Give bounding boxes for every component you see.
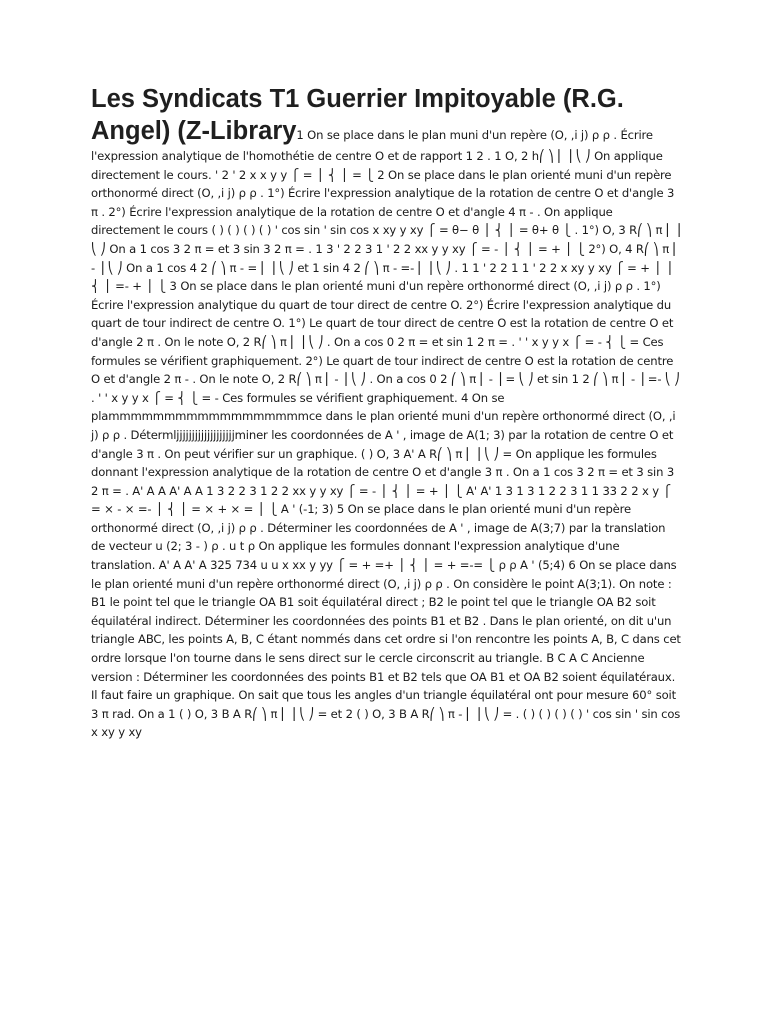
document-page — [91, 83, 681, 742]
document-content — [91, 83, 681, 742]
document-title: Les Syndicats T1 Guerrier Impitoyable (R.G. Angel) (Z-Library — [91, 85, 624, 145]
document-body: 1 On se place dans le plan muni d'un repère (O, ,i j) ρ ρ . Écrire l'expression analytique de l'homothétie de centre O et de rapport 1 2 . 1 O, 2 h⎛ ⎞ ⎜ ⎟ ⎝ ⎠ On applique directement le cours. ' 2 ' 2 x x y y ⎧ = ⎪ ⎨ ⎪ = ⎩ 2 On se place dans le plan orienté muni d'un repère orthonormé direct (O, ,i j) ρ ρ . 1°) Écrire l'expression analytique de la rotation de centre O et d'angle 3 π . 2°) Écrire l'expression analytique de la rotation de centre O et d'angle 4 π - . On applique directement le cours ( ) ( ) ( ) ( ) ' cos sin ' sin cos x xy y xy ⎧ = θ− θ ⎪ ⎨ ⎪ = θ+ θ ⎩ . 1°) O, 3 R⎛ ⎞ π ⎜ ⎟ ⎝ ⎠ On a 1 cos 3 2 π = et 3 sin 3 2 π = . 1 3 ' 2 2 3 1 ' 2 2 xx y y xy ⎧ = - ⎪ ⎨ ⎪ = + ⎪ ⎩ 2°) O, 4 R⎛ ⎞ π ⎜ - ⎟ ⎝ ⎠ On a 1 cos 4 2 ⎛ ⎞ π - = ⎜ ⎟ ⎝ ⎠ et 1 sin 4 2 ⎛ ⎞ π - =- ⎜ ⎟ ⎝ ⎠ . 1 1 ' 2 2 1 1 ' 2 2 x xy y xy ⎧ = + ⎪ ⎪ ⎨ ⎪ =- + ⎪ ⎩ 3 On se place dans le plan orienté muni d'un repère orthonormé direct (O, ,i j) ρ ρ . 1°) Écrire l'expression analytique du quart de tour direct de centre O. 2°) Écrire l'expression analytique du quart de tour indirect de centre O. 1°) Le quart de tour direct de centre O est la rotation de centre O et d'angle 2 π . On le note O, 2 R⎛ ⎞ π ⎜ ⎟ ⎝ ⎠ . On a cos 0 2 π = et sin 1 2 π = . ' ' x y y x ⎧ = - ⎨ ⎩ = Ces formules se vérifient graphiquement. 2°) Le quart de tour indirect de centre O est la rotation de centre O et d'angle 2 π - . On le note O, 2 R⎛ ⎞ π ⎜ - ⎟ ⎝ ⎠ . On a cos 0 2 ⎛ ⎞ π ⎜ - ⎟ = ⎝ ⎠ et sin 1 2 ⎛ ⎞ π ⎜ - ⎟ =- ⎝ ⎠ . ' ' x y y x ⎧ = ⎨ ⎩ = - Ces formules se vérifient graphiquement. 4 On se plammmmmmmmmmmmmmmmmmce dans le plan orienté muni d'un repère orthonormé direct (O, ,i j) ρ ρ . Détermljjjjjjjjjjjjjjjjjjjminer les coordonnées de A ' , image de A(1; 3) par la rotation de centre O et d'angle 3 π . On peut vérifier sur un graphique. ( ) O, 3 A' A R⎛ ⎞ π ⎜ ⎟ ⎝ ⎠ = On applique les formules donnant l'expression analytique de la rotation de centre O et d'angle 3 π . On a 1 cos 3 2 π = et 3 sin 3 2 π = . A' A A A' A A 1 3 2 2 3 1 2 2 xx y y xy ⎧ = - ⎪ ⎨ ⎪ = + ⎪ ⎩ A' A' 1 3 1 3 1 2 2 3 1 1 33 2 2 x y ⎧ = × - × =- ⎪ ⎨ ⎪ = × + × = ⎪ ⎩ A ' (-1; 3) 5 On se place dans le plan orienté muni d'un repère orthonormé direct (O, ,i j) ρ ρ . Déterminer les coordonnées de A ' , image de A(3;7) par la translation de vecteur u (2; 3 - ) ρ . u t ρ On applique les formules donnant l'expression analytique d'une translation. A' A A' A 325 734 u u x xx y yy ⎧ = + =+ ⎪ ⎨ ⎪ = + =-= ⎩ ρ ρ A ' (5;4) 6 On se place dans le plan orienté muni d'un repère orthonormé direct (O, ,i j) ρ ρ . On considère le point A(3;1). On note : B1 le point tel que le triangle OA B1 soit équilatéral direct ; B2 le point tel que le triangle OA B2 soit équilatéral indirect. Déterminer les coordonnées des points B1 et B2 . Dans le plan orienté, on dit u'un triangle ABC, les points A, B, C étant nommés dans cet ordre si l'on rencontre les points A, B, C dans cet ordre lorsque l'on tourne dans le sens direct sur le cercle circonscrit au triangle. B C A C Ancienne version : Déterminer les coordonnées des points B1 et B2 tels que OA B1 et OA B2 soient équilatéraux. Il faut faire un graphique. On sait que tous les angles d'un triangle équilatéral ont pour mesure 60° soit 3 π rad. On a 1 ( ) O, 3 B A R⎛ ⎞ π ⎜ ⎟ ⎝ ⎠ = et 2 ( ) O, 3 B A R⎛ ⎞ π - ⎜ ⎟ ⎝ ⎠ = . ( ) ( ) ( ) ( ) ' cos sin ' sin cos x xy y xy — [91, 128, 681, 740]
